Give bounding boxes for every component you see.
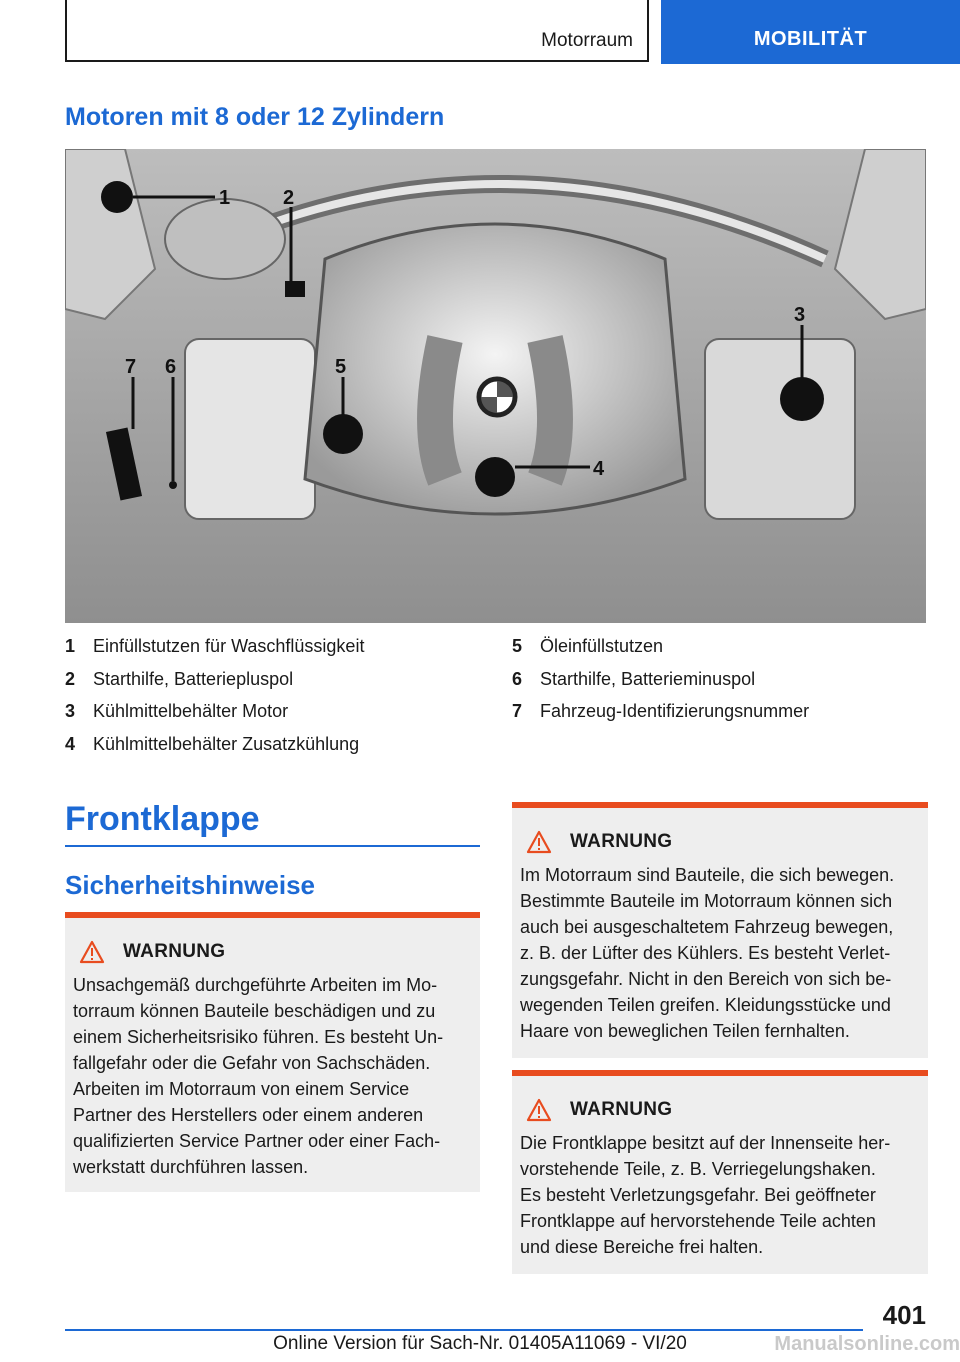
legend-right [512,636,932,734]
warning-text: Im Motorraum sind Bauteile, die sich bewegen. Bestimmte Bauteile im Motorraum können sich auch bei ausgeschaltetem Fahrzeug bewegen, z. B. der Lüfter des Kühlers. Es besteht Verlet- zungsgefahr. Nicht in den Bereich von sich be- wegenden Teilen greifen. Kleidungsstücke und Haare von beweglichen Teilen fernhalten. [520,865,895,1041]
callout-3: 3 [794,304,806,326]
warning-box [512,802,928,1058]
warning-header [520,1096,920,1124]
warning-triangle-icon [526,1098,552,1122]
intake-tube-right [545,339,555,479]
coolant-reservoir-cap [780,377,824,421]
legend-text: Starthilfe, Batterieminuspol [540,668,756,689]
page-number: 401 [882,1300,926,1330]
legend-text: Einfüllstutzen für Waschflüssigkeit [93,636,365,656]
watermark: Manualsonline.com [774,1333,960,1355]
warning-title: WARNUNG [570,1099,673,1120]
aux-coolant-cap [475,457,515,497]
legend-item [65,636,485,669]
callout-5: 5 [335,356,347,378]
warning-box [65,912,480,1192]
legend-item [512,701,932,734]
warning-title: WARNUNG [570,831,673,852]
footer-rule [65,1329,863,1331]
warning-title: WARNUNG [123,941,226,962]
legend-number: 1 [65,636,76,656]
header-section-tab [65,0,649,62]
warning-header [520,828,920,856]
legend-item [65,734,485,767]
legend-item [65,701,485,734]
legend-number: 4 [65,733,76,754]
left-air-box [185,339,315,519]
callout-4: 4 [593,458,605,480]
intake-tube-left [435,339,445,479]
header-chapter-title: MOBILITÄT [753,28,868,50]
engine-bay-illustration [65,149,926,623]
cabin-filter-grille [165,199,285,279]
washer-fluid-cap [101,181,133,213]
warning-text: Unsachgemäß durchgeführte Arbeiten im Mo- torraum können Bauteile beschädigen und zu einem Sicherheitsrisiko führen. Es besteht Un- fallgefahr oder die Gefahr von Sachschäden. Arbeiten im Motorraum von einem Service Partner des Herstellers oder einem anderen qualifizierten Service Partner oder einer Fach- werkstatt durchführen lassen. [73,975,444,1177]
battery-negative-terminal [169,481,177,489]
right-reservoir-area [705,339,855,519]
callout-2: 2 [283,187,295,209]
oil-filler-cap [323,414,363,454]
page-title: Motoren mit 8 oder 12 Zylindern [65,103,445,131]
legend-text: Öleinfüllstutzen [540,636,664,656]
legend-text: Starthilfe, Batteriepluspol [93,668,294,689]
section-subheading: Sicherheitshinweise [65,870,315,900]
callout-7: 7 [125,356,137,378]
callout-1: 1 [219,187,231,209]
warning-triangle-icon [79,940,105,964]
section-heading: Frontklappe [65,800,260,838]
legend-number: 3 [65,701,76,721]
header-chapter-tab [661,0,960,64]
callout-6: 6 [165,356,177,378]
header-section-title: Motorraum [541,30,633,51]
legend-item [65,669,485,702]
warning-header [73,938,472,966]
legend-text: Kühlmittelbehälter Motor [93,701,289,721]
legend-left [65,636,485,766]
legend-number: 7 [512,701,523,721]
legend-text: Fahrzeug-Identifizierungsnummer [540,701,810,721]
section-heading-rule [65,845,480,847]
legend-number: 2 [65,668,76,689]
legend-number: 5 [512,636,523,656]
legend-text: Kühlmittelbehälter Zusatzkühlung [93,733,360,754]
legend-item [512,636,932,669]
warning-box [512,1070,928,1274]
warning-text: Die Frontklappe besitzt auf der Innenseite her- vorstehende Teile, z. B. Verriegelungshaken. Es besteht Verletzungsgefahr. Bei geöffneter Frontklappe auf hervorstehende Teile achten und diese Bereiche frei halten. [520,1133,891,1257]
warning-triangle-icon [526,830,552,854]
footer-version-text: Online Version für Sach-Nr. 01405A11069 - VI/20 [273,1333,687,1354]
battery-positive-terminal [285,281,305,297]
legend-item [512,669,932,702]
legend-number: 6 [512,668,523,689]
